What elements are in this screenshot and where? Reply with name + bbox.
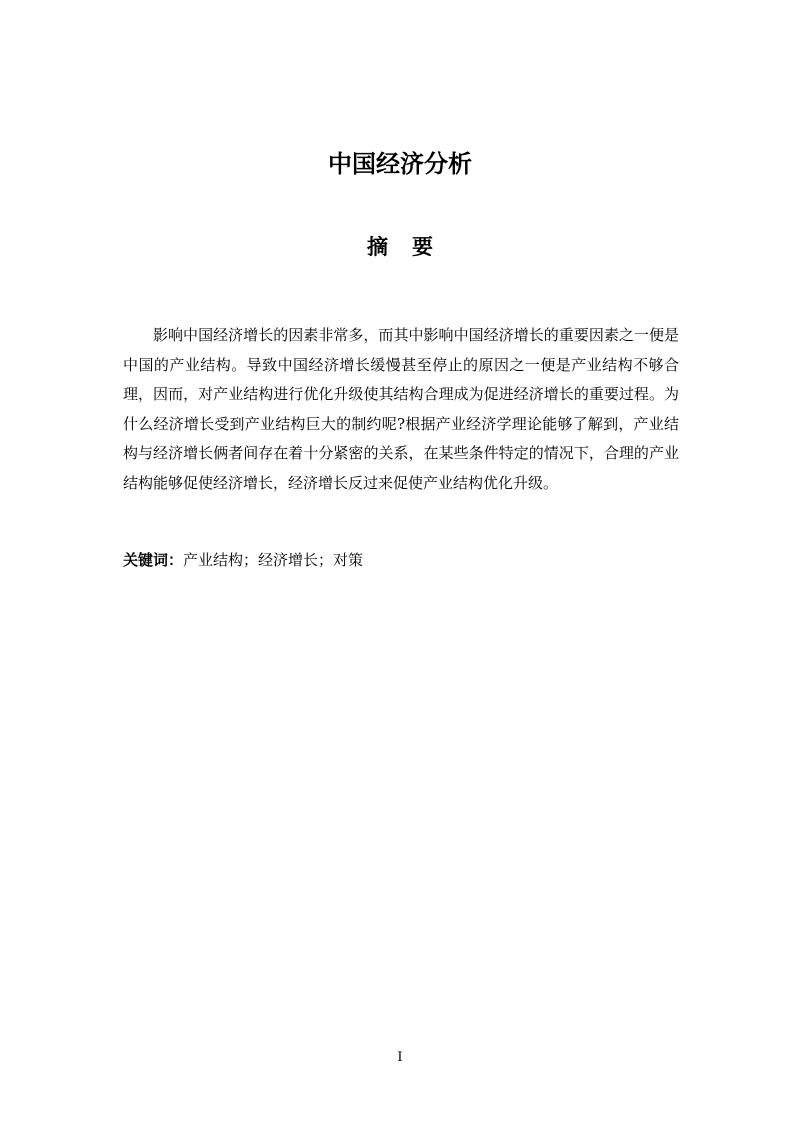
keywords-text: 产业结构；经济增长；对策 — [183, 551, 364, 569]
abstract-paragraph: 影响中国经济增长的因素非常多，而其中影响中国经济增长的重要因素之一便是中国的产业结构。导致中国经济增长缓慢甚至停止的原因之一便是产业结构不够合理，因而，对产业结构进行优化升级使其结构合理成为促进经济增长的重要过程。为什么经济增长受到产业结构巨大的制约呢?根据产业经济学理论能够了解到，产业结构与经济增长俩者间存在着十分紧密的关系，在某些条件特定的情况下，合理的产业结构能够促使经济增长，经济增长反过来促使产业结构优化升级。 — [123, 326, 679, 492]
keywords-line — [123, 546, 679, 574]
keywords-label: 关键词： — [123, 551, 184, 569]
abstract-heading: 摘要 — [367, 235, 457, 259]
document-title: 中国经济分析 — [328, 150, 472, 178]
page-number: I — [397, 1050, 403, 1065]
